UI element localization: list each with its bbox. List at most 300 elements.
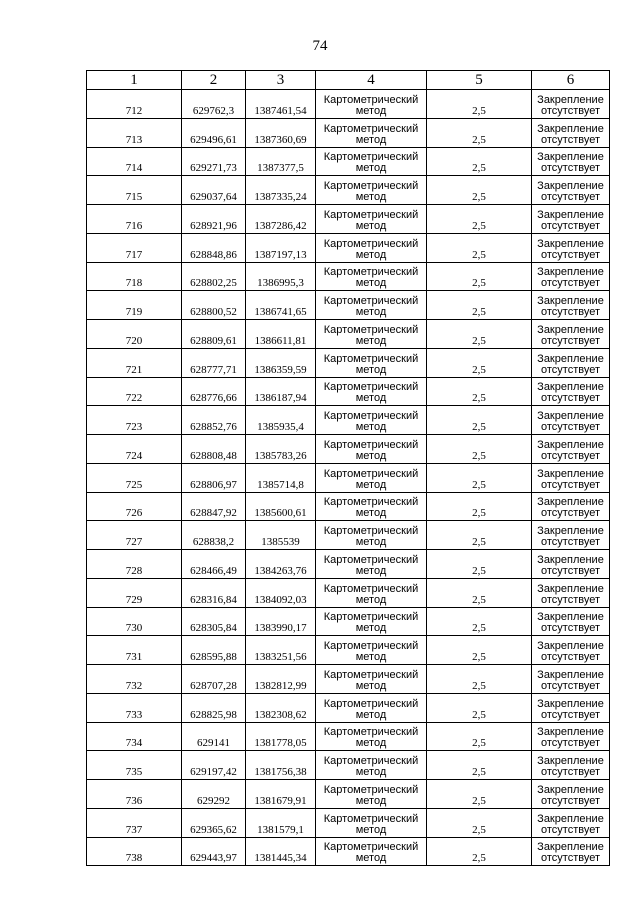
point-number-cell: 717	[87, 233, 182, 262]
method-line-1: Картометрический	[323, 122, 419, 135]
method-line-1: Картометрический	[323, 410, 419, 422]
table-row	[87, 780, 610, 809]
point-number-cell: 725	[87, 463, 182, 492]
accuracy-cell: 2,5	[427, 722, 532, 751]
method-cell	[316, 348, 427, 377]
table-row	[87, 837, 610, 866]
fixation-line-1: Закрепление	[537, 582, 604, 595]
accuracy-cell: 2,5	[427, 435, 532, 464]
method-line-2: метод	[355, 852, 387, 865]
accuracy-cell: 2,5	[427, 521, 532, 550]
y-coordinate-cell: 1385539	[246, 521, 316, 550]
coordinates-table	[86, 70, 610, 866]
table-row	[87, 147, 610, 176]
y-coordinate-cell: 1382812,99	[246, 665, 316, 694]
accuracy-cell: 2,5	[427, 808, 532, 837]
method-cell	[316, 636, 427, 665]
fixation-line-1: Закрепление	[537, 323, 604, 336]
accuracy-cell: 2,5	[427, 262, 532, 291]
page-number: 74	[312, 38, 328, 54]
y-coordinate-cell: 1381778,05	[246, 722, 316, 751]
accuracy-cell: 2,5	[427, 205, 532, 234]
fixation-cell	[532, 722, 610, 751]
x-coordinate-cell: 629037,64	[182, 176, 246, 205]
fixation-cell	[532, 406, 610, 435]
table-row	[87, 291, 610, 320]
method-line-2: метод	[355, 104, 387, 117]
x-coordinate-cell: 628802,25	[182, 262, 246, 291]
table-row	[87, 320, 610, 349]
y-coordinate-cell: 1387335,24	[246, 176, 316, 205]
accuracy-cell: 2,5	[427, 233, 532, 262]
fixation-line-1: Закрепление	[537, 697, 604, 710]
column-header-6: 6	[532, 71, 610, 90]
accuracy-cell: 2,5	[427, 348, 532, 377]
table-row	[87, 693, 610, 722]
method-line-1: Картометрический	[323, 611, 419, 624]
column-header-3: 3	[246, 71, 316, 90]
fixation-line-1: Закрепление	[537, 611, 604, 624]
fixation-line-2: отсутствует	[540, 564, 600, 577]
fixation-line-1: Закрепление	[537, 525, 604, 537]
accuracy-cell: 2,5	[427, 463, 532, 492]
y-coordinate-cell: 1387197,13	[246, 233, 316, 262]
method-cell	[316, 780, 427, 809]
point-number-cell: 712	[87, 90, 182, 119]
method-line-1: Картометрический	[323, 726, 419, 739]
method-line-1: Картометрический	[323, 93, 419, 106]
fixation-line-1: Закрепление	[537, 496, 604, 509]
method-line-2: метод	[355, 219, 387, 232]
fixation-line-1: Закрепление	[537, 381, 604, 394]
fixation-line-2: отсутствует	[540, 478, 600, 491]
method-line-2: метод	[355, 162, 387, 175]
fixation-line-2: отсутствует	[540, 191, 600, 203]
method-line-2: метод	[355, 708, 387, 721]
x-coordinate-cell: 628806,97	[182, 463, 246, 492]
fixation-line-2: отсутствует	[540, 219, 600, 232]
x-coordinate-cell: 628305,84	[182, 607, 246, 636]
method-line-1: Картометрический	[323, 266, 419, 279]
method-line-2: метод	[355, 392, 387, 405]
fixation-cell	[532, 492, 610, 521]
y-coordinate-cell: 1382308,62	[246, 693, 316, 722]
fixation-cell	[532, 780, 610, 809]
fixation-line-1: Закрепление	[537, 180, 604, 192]
point-number-cell: 734	[87, 722, 182, 751]
point-number-cell: 721	[87, 348, 182, 377]
fixation-cell	[532, 435, 610, 464]
fixation-line-2: отсутствует	[540, 133, 600, 146]
method-line-1: Картометрический	[323, 525, 419, 537]
y-coordinate-cell: 1387461,54	[246, 90, 316, 119]
x-coordinate-cell: 629496,61	[182, 118, 246, 147]
method-cell	[316, 406, 427, 435]
x-coordinate-cell: 629271,73	[182, 147, 246, 176]
fixation-line-1: Закрепление	[537, 783, 604, 796]
x-coordinate-cell: 628838,2	[182, 521, 246, 550]
fixation-line-2: отсутствует	[540, 363, 600, 376]
y-coordinate-cell: 1383990,17	[246, 607, 316, 636]
fixation-line-2: отсутствует	[540, 852, 600, 865]
method-line-2: метод	[355, 306, 387, 318]
method-line-1: Картометрический	[323, 841, 419, 854]
point-number-cell: 737	[87, 808, 182, 837]
method-cell	[316, 90, 427, 119]
y-coordinate-cell: 1385714,8	[246, 463, 316, 492]
method-cell	[316, 262, 427, 291]
y-coordinate-cell: 1385935,4	[246, 406, 316, 435]
method-cell	[316, 808, 427, 837]
method-line-2: метод	[355, 133, 387, 146]
method-line-1: Картометрический	[323, 496, 419, 509]
y-coordinate-cell: 1383251,56	[246, 636, 316, 665]
fixation-line-1: Закрепление	[537, 237, 604, 250]
method-line-2: метод	[355, 191, 387, 203]
fixation-line-2: отсутствует	[540, 622, 600, 635]
method-line-1: Картометрический	[323, 668, 419, 681]
fixation-cell	[532, 578, 610, 607]
fixation-line-1: Закрепление	[537, 295, 604, 307]
fixation-line-1: Закрепление	[537, 266, 604, 279]
method-line-1: Картометрический	[323, 151, 419, 164]
fixation-line-1: Закрепление	[537, 438, 604, 451]
point-number-cell: 736	[87, 780, 182, 809]
fixation-cell	[532, 665, 610, 694]
accuracy-cell: 2,5	[427, 578, 532, 607]
point-number-cell: 714	[87, 147, 182, 176]
accuracy-cell: 2,5	[427, 176, 532, 205]
point-number-cell: 733	[87, 693, 182, 722]
method-cell	[316, 578, 427, 607]
y-coordinate-cell: 1386995,3	[246, 262, 316, 291]
fixation-cell	[532, 521, 610, 550]
method-line-1: Картометрический	[323, 323, 419, 336]
point-number-cell: 718	[87, 262, 182, 291]
y-coordinate-cell: 1381445,34	[246, 837, 316, 866]
method-line-1: Картометрический	[323, 697, 419, 710]
accuracy-cell: 2,5	[427, 320, 532, 349]
fixation-line-2: отсутствует	[540, 708, 600, 721]
fixation-line-2: отсутствует	[540, 593, 600, 606]
x-coordinate-cell: 628466,49	[182, 550, 246, 579]
method-cell	[316, 550, 427, 579]
method-line-1: Картометрический	[323, 553, 419, 566]
point-number-cell: 732	[87, 665, 182, 694]
table-row	[87, 262, 610, 291]
method-cell	[316, 435, 427, 464]
point-number-cell: 724	[87, 435, 182, 464]
fixation-cell	[532, 550, 610, 579]
method-cell	[316, 693, 427, 722]
y-coordinate-cell: 1385600,61	[246, 492, 316, 521]
y-coordinate-cell: 1384263,76	[246, 550, 316, 579]
fixation-line-1: Закрепление	[537, 755, 604, 767]
x-coordinate-cell: 628847,92	[182, 492, 246, 521]
fixation-line-1: Закрепление	[537, 841, 604, 854]
method-line-1: Картометрический	[323, 755, 419, 767]
table-row	[87, 118, 610, 147]
x-coordinate-cell: 628595,88	[182, 636, 246, 665]
method-line-1: Картометрический	[323, 467, 419, 480]
y-coordinate-cell: 1386741,65	[246, 291, 316, 320]
method-line-2: метод	[355, 277, 387, 290]
fixation-cell	[532, 233, 610, 262]
method-cell	[316, 463, 427, 492]
method-cell	[316, 320, 427, 349]
x-coordinate-cell: 628316,84	[182, 578, 246, 607]
fixation-line-1: Закрепление	[537, 467, 604, 480]
x-coordinate-cell: 628777,71	[182, 348, 246, 377]
table-row	[87, 607, 610, 636]
y-coordinate-cell: 1387286,42	[246, 205, 316, 234]
fixation-line-2: отсутствует	[540, 766, 600, 778]
accuracy-cell: 2,5	[427, 492, 532, 521]
method-cell	[316, 837, 427, 866]
method-cell	[316, 751, 427, 780]
table-row	[87, 808, 610, 837]
table-row	[87, 435, 610, 464]
point-number-cell: 722	[87, 377, 182, 406]
y-coordinate-cell: 1385783,26	[246, 435, 316, 464]
fixation-line-2: отсутствует	[540, 162, 600, 175]
method-line-1: Картометрический	[323, 237, 419, 250]
method-line-1: Картометрический	[323, 208, 419, 221]
method-line-2: метод	[355, 507, 387, 520]
accuracy-cell: 2,5	[427, 636, 532, 665]
method-line-2: метод	[355, 363, 387, 376]
table-body	[87, 90, 610, 866]
fixation-line-1: Закрепление	[537, 122, 604, 135]
method-cell	[316, 291, 427, 320]
method-cell	[316, 147, 427, 176]
x-coordinate-cell: 629292	[182, 780, 246, 809]
accuracy-cell: 2,5	[427, 118, 532, 147]
fixation-cell	[532, 320, 610, 349]
fixation-cell	[532, 348, 610, 377]
method-line-2: метод	[355, 593, 387, 606]
point-number-cell: 738	[87, 837, 182, 866]
point-number-cell: 726	[87, 492, 182, 521]
x-coordinate-cell: 629197,42	[182, 751, 246, 780]
x-coordinate-cell: 628808,48	[182, 435, 246, 464]
point-number-cell: 720	[87, 320, 182, 349]
method-line-1: Картометрический	[323, 381, 419, 394]
table-row	[87, 205, 610, 234]
fixation-line-2: отсутствует	[540, 823, 600, 836]
x-coordinate-cell: 628848,86	[182, 233, 246, 262]
accuracy-cell: 2,5	[427, 147, 532, 176]
table-row	[87, 377, 610, 406]
accuracy-cell: 2,5	[427, 377, 532, 406]
fixation-cell	[532, 262, 610, 291]
method-cell	[316, 722, 427, 751]
method-line-2: метод	[355, 622, 387, 635]
fixation-cell	[532, 636, 610, 665]
fixation-cell	[532, 463, 610, 492]
table-row	[87, 463, 610, 492]
y-coordinate-cell: 1387360,69	[246, 118, 316, 147]
point-number-cell: 723	[87, 406, 182, 435]
x-coordinate-cell: 628776,66	[182, 377, 246, 406]
fixation-line-1: Закрепление	[537, 93, 604, 106]
accuracy-cell: 2,5	[427, 780, 532, 809]
fixation-line-2: отсутствует	[540, 306, 600, 318]
table-row	[87, 722, 610, 751]
table-row	[87, 90, 610, 119]
point-number-cell: 716	[87, 205, 182, 234]
fixation-line-2: отсутствует	[540, 536, 600, 548]
table-row	[87, 665, 610, 694]
fixation-cell	[532, 808, 610, 837]
accuracy-cell: 2,5	[427, 291, 532, 320]
table-row	[87, 348, 610, 377]
method-line-2: метод	[355, 536, 387, 548]
x-coordinate-cell: 628825,98	[182, 693, 246, 722]
y-coordinate-cell: 1381679,91	[246, 780, 316, 809]
x-coordinate-cell: 629141	[182, 722, 246, 751]
table-row	[87, 406, 610, 435]
table-row	[87, 176, 610, 205]
y-coordinate-cell: 1386611,81	[246, 320, 316, 349]
y-coordinate-cell: 1381579,1	[246, 808, 316, 837]
method-line-2: метод	[355, 794, 387, 807]
accuracy-cell: 2,5	[427, 406, 532, 435]
fixation-line-1: Закрепление	[537, 151, 604, 164]
fixation-cell	[532, 693, 610, 722]
x-coordinate-cell: 628852,76	[182, 406, 246, 435]
point-number-cell: 731	[87, 636, 182, 665]
method-line-1: Картометрический	[323, 180, 419, 192]
column-header-4: 4	[316, 71, 427, 90]
fixation-cell	[532, 751, 610, 780]
method-cell	[316, 607, 427, 636]
table-row	[87, 751, 610, 780]
fixation-cell	[532, 607, 610, 636]
fixation-line-1: Закрепление	[537, 553, 604, 566]
x-coordinate-cell: 629762,3	[182, 90, 246, 119]
y-coordinate-cell: 1386359,59	[246, 348, 316, 377]
fixation-line-2: отсутствует	[540, 334, 600, 347]
method-line-2: метод	[355, 564, 387, 577]
method-cell	[316, 233, 427, 262]
point-number-cell: 719	[87, 291, 182, 320]
point-number-cell: 730	[87, 607, 182, 636]
point-number-cell: 728	[87, 550, 182, 579]
accuracy-cell: 2,5	[427, 837, 532, 866]
method-cell	[316, 205, 427, 234]
x-coordinate-cell: 628707,28	[182, 665, 246, 694]
method-line-2: метод	[355, 651, 387, 663]
fixation-line-2: отсутствует	[540, 277, 600, 290]
y-coordinate-cell: 1381756,38	[246, 751, 316, 780]
method-cell	[316, 377, 427, 406]
x-coordinate-cell: 628809,61	[182, 320, 246, 349]
fixation-cell	[532, 147, 610, 176]
method-line-2: метод	[355, 248, 387, 261]
method-line-1: Картометрический	[323, 783, 419, 796]
accuracy-cell: 2,5	[427, 665, 532, 694]
fixation-line-2: отсутствует	[540, 449, 600, 462]
method-line-1: Картометрический	[323, 812, 419, 825]
fixation-cell	[532, 176, 610, 205]
accuracy-cell: 2,5	[427, 607, 532, 636]
fixation-line-2: отсутствует	[540, 737, 600, 750]
fixation-cell	[532, 90, 610, 119]
point-number-cell: 713	[87, 118, 182, 147]
fixation-line-2: отсутствует	[540, 421, 600, 433]
fixation-line-2: отсутствует	[540, 507, 600, 520]
method-line-2: метод	[355, 737, 387, 750]
method-line-2: метод	[355, 478, 387, 491]
fixation-line-2: отсутствует	[540, 679, 600, 692]
method-line-1: Картометрический	[323, 295, 419, 307]
accuracy-cell: 2,5	[427, 550, 532, 579]
fixation-line-2: отсутствует	[540, 794, 600, 807]
fixation-cell	[532, 291, 610, 320]
fixation-line-1: Закрепление	[537, 812, 604, 825]
y-coordinate-cell: 1387377,5	[246, 147, 316, 176]
method-cell	[316, 176, 427, 205]
fixation-line-2: отсутствует	[540, 248, 600, 261]
method-line-1: Картометрический	[323, 352, 419, 365]
x-coordinate-cell: 628800,52	[182, 291, 246, 320]
method-line-1: Картометрический	[323, 438, 419, 451]
accuracy-cell: 2,5	[427, 751, 532, 780]
method-cell	[316, 492, 427, 521]
fixation-line-1: Закрепление	[537, 208, 604, 221]
fixation-line-1: Закрепление	[537, 352, 604, 365]
y-coordinate-cell: 1386187,94	[246, 377, 316, 406]
fixation-line-1: Закрепление	[537, 410, 604, 422]
table-header-row	[87, 71, 610, 90]
column-header-1: 1	[87, 71, 182, 90]
point-number-cell: 715	[87, 176, 182, 205]
fixation-line-2: отсутствует	[540, 651, 600, 663]
method-line-2: метод	[355, 421, 387, 433]
fixation-line-1: Закрепление	[537, 726, 604, 739]
method-cell	[316, 665, 427, 694]
fixation-line-1: Закрепление	[537, 668, 604, 681]
table-row	[87, 492, 610, 521]
fixation-cell	[532, 118, 610, 147]
fixation-cell	[532, 837, 610, 866]
method-line-2: метод	[355, 449, 387, 462]
fixation-line-2: отсутствует	[540, 392, 600, 405]
x-coordinate-cell: 629443,97	[182, 837, 246, 866]
method-cell	[316, 118, 427, 147]
x-coordinate-cell: 629365,62	[182, 808, 246, 837]
method-line-1: Картометрический	[323, 640, 419, 652]
column-header-5: 5	[427, 71, 532, 90]
point-number-cell: 727	[87, 521, 182, 550]
fixation-cell	[532, 205, 610, 234]
fixation-cell	[532, 377, 610, 406]
fixation-line-2: отсутствует	[540, 104, 600, 117]
method-line-2: метод	[355, 823, 387, 836]
column-header-2: 2	[182, 71, 246, 90]
method-line-1: Картометрический	[323, 582, 419, 595]
table-row	[87, 521, 610, 550]
y-coordinate-cell: 1384092,03	[246, 578, 316, 607]
method-line-2: метод	[355, 334, 387, 347]
accuracy-cell: 2,5	[427, 90, 532, 119]
table-row	[87, 578, 610, 607]
method-line-2: метод	[355, 766, 387, 778]
table-row	[87, 550, 610, 579]
table-row	[87, 636, 610, 665]
table-row	[87, 233, 610, 262]
